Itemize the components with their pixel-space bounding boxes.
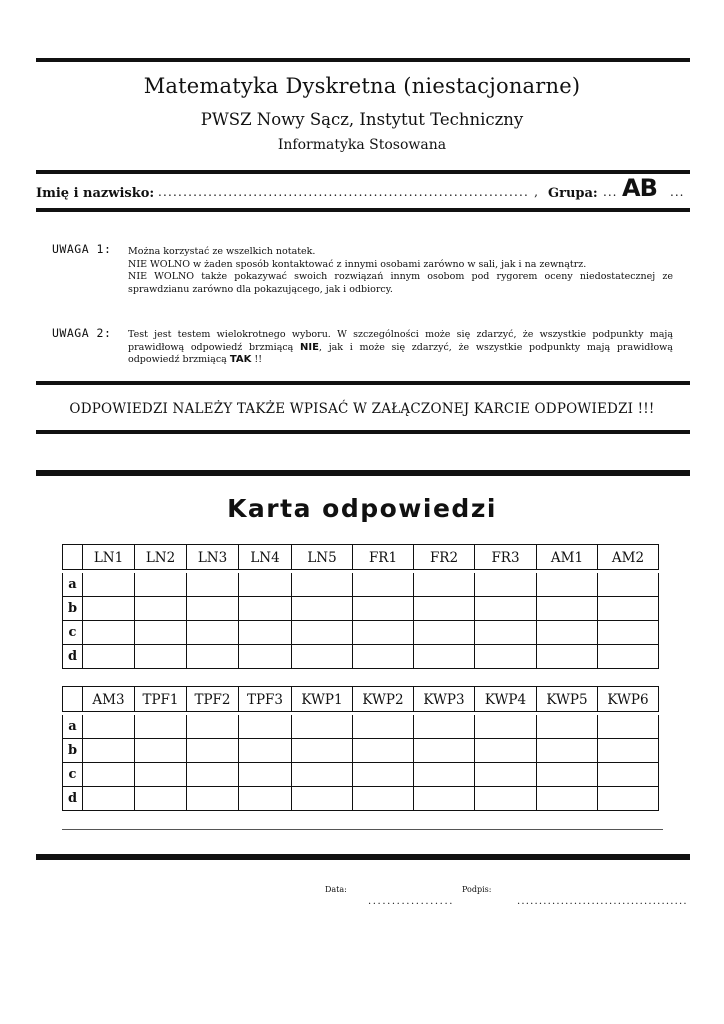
- answer-cell[interactable]: [414, 787, 475, 811]
- answer-cell[interactable]: [135, 787, 187, 811]
- table-row: [63, 739, 659, 763]
- answer-cell[interactable]: [598, 645, 659, 669]
- table-row: [63, 621, 659, 645]
- group-dots-after: ...: [670, 185, 685, 199]
- answer-cell[interactable]: [598, 572, 659, 597]
- column-header: FR3: [475, 545, 537, 572]
- answer-cell[interactable]: [292, 621, 353, 645]
- column-header: TPF2: [187, 687, 239, 714]
- answer-cell[interactable]: [475, 739, 537, 763]
- answer-cell[interactable]: [83, 714, 135, 739]
- answer-cell[interactable]: [353, 787, 414, 811]
- answer-cell[interactable]: [598, 739, 659, 763]
- answer-cell[interactable]: [187, 739, 239, 763]
- answer-cell[interactable]: [414, 714, 475, 739]
- answer-cell[interactable]: [537, 714, 598, 739]
- nie-emphasis: NIE: [300, 341, 319, 353]
- answer-cell[interactable]: [239, 572, 292, 597]
- note-2-text-between: , jak i może się zdarzyć, że wszystkie podpunkty mają prawidłową odpowiedź brzmiącą: [128, 341, 673, 365]
- answer-cell[interactable]: [414, 572, 475, 597]
- answer-cell[interactable]: [353, 714, 414, 739]
- answer-cell[interactable]: [83, 739, 135, 763]
- column-header: AM3: [83, 687, 135, 714]
- table-row: [63, 763, 659, 787]
- note-2-text-before: Test jest testem wielokrotnego wyboru. W szczególności może się zdarzyć, że wszystkie podpunkty mają prawidłową odpowiedź brzmiącą: [128, 329, 673, 353]
- answer-cell[interactable]: [537, 763, 598, 787]
- row-label: b: [63, 597, 83, 621]
- top-rule: [36, 58, 690, 62]
- note-1-line-3: NIE WOLNO także pokazywać swoich rozwiązań innym osobom pod rygorem oceny niedostatecznej ze sprawdzianu zarówno dla pokazującego, jak i odbiorcy.: [128, 271, 673, 295]
- answer-cell[interactable]: [537, 572, 598, 597]
- answer-cell[interactable]: [598, 787, 659, 811]
- answer-cell[interactable]: [83, 763, 135, 787]
- answer-cell[interactable]: [135, 572, 187, 597]
- answer-cell[interactable]: [292, 572, 353, 597]
- signature-label: Podpis:: [462, 885, 492, 894]
- answer-cell[interactable]: [475, 597, 537, 621]
- date-field[interactable]: ..................: [368, 896, 455, 907]
- column-header: LN4: [239, 545, 292, 572]
- row-label: a: [63, 572, 83, 597]
- answer-cell[interactable]: [187, 621, 239, 645]
- answer-cell[interactable]: [239, 597, 292, 621]
- answer-cell[interactable]: [414, 645, 475, 669]
- answer-cell[interactable]: [353, 739, 414, 763]
- table-row: [63, 645, 659, 669]
- answer-cell[interactable]: [83, 621, 135, 645]
- card-separator: [62, 829, 663, 830]
- answer-cell[interactable]: [187, 645, 239, 669]
- answer-cell[interactable]: [187, 714, 239, 739]
- answer-cell[interactable]: [239, 787, 292, 811]
- card-rule-bottom: [36, 854, 690, 860]
- answer-cell[interactable]: [475, 714, 537, 739]
- answer-cell[interactable]: [292, 645, 353, 669]
- note-2-label: UWAGA 2:: [52, 326, 112, 340]
- tak-emphasis: TAK: [229, 354, 252, 365]
- answer-cell[interactable]: [239, 763, 292, 787]
- table-corner: [63, 545, 83, 572]
- table-header-row: [63, 545, 659, 572]
- answer-cell[interactable]: [239, 645, 292, 669]
- answer-cell[interactable]: [187, 597, 239, 621]
- answer-cell[interactable]: [292, 739, 353, 763]
- row-label: c: [63, 621, 83, 645]
- page-title: Matematyka Dyskretna (niestacjonarne): [143, 74, 581, 98]
- column-header: TPF1: [135, 687, 187, 714]
- table-row: [63, 714, 659, 739]
- table-row: [63, 572, 659, 597]
- answer-cell[interactable]: [537, 621, 598, 645]
- answer-cell[interactable]: [83, 645, 135, 669]
- program-name: Informatyka Stosowana: [277, 137, 447, 153]
- notes-rule-top: [36, 381, 690, 385]
- answer-cell[interactable]: [353, 572, 414, 597]
- row-label: d: [63, 787, 83, 811]
- column-header: AM1: [537, 545, 598, 572]
- column-header: TPF3: [239, 687, 292, 714]
- answer-cell[interactable]: [135, 597, 187, 621]
- answer-cell[interactable]: [414, 763, 475, 787]
- card-rule-top: [36, 470, 690, 476]
- row-label: a: [63, 714, 83, 739]
- answer-cell[interactable]: [135, 645, 187, 669]
- answer-cell[interactable]: [187, 787, 239, 811]
- answer-cell[interactable]: [135, 763, 187, 787]
- group-dots-before: ...: [603, 185, 618, 199]
- answer-cell[interactable]: [83, 787, 135, 811]
- answer-cell[interactable]: [353, 645, 414, 669]
- column-header: KWP5: [537, 687, 598, 714]
- answer-cell[interactable]: [414, 621, 475, 645]
- answer-table-1: [62, 544, 659, 669]
- table-row: [63, 597, 659, 621]
- answer-cell[interactable]: [537, 739, 598, 763]
- note-1-line-2: NIE WOLNO w żaden sposób kontaktować z innymi osobami zarówno w sali, jak i na zewnątrz.: [128, 258, 587, 270]
- answer-cell[interactable]: [537, 645, 598, 669]
- answer-table-2: [62, 686, 659, 811]
- column-header: FR1: [353, 545, 414, 572]
- answer-cell[interactable]: [83, 597, 135, 621]
- column-header: KWP3: [414, 687, 475, 714]
- answer-cell[interactable]: [598, 621, 659, 645]
- answer-cell[interactable]: [292, 714, 353, 739]
- column-header: LN5: [292, 545, 353, 572]
- note-1-line-1: Można korzystać ze wszelkich notatek.: [128, 246, 316, 257]
- answer-cell[interactable]: [475, 645, 537, 669]
- row-label: c: [63, 763, 83, 787]
- row-label: d: [63, 645, 83, 669]
- note-2-text: [128, 329, 673, 367]
- column-header: KWP4: [475, 687, 537, 714]
- note-1-label: UWAGA 1:: [52, 242, 112, 256]
- answer-cell[interactable]: [292, 763, 353, 787]
- answer-cell[interactable]: [239, 621, 292, 645]
- note-1-text: [128, 246, 673, 296]
- answer-cell[interactable]: [475, 787, 537, 811]
- answer-cell[interactable]: [475, 621, 537, 645]
- note-2-text-after: !!: [251, 354, 263, 365]
- answer-cell[interactable]: [292, 597, 353, 621]
- table-header-row: [63, 687, 659, 714]
- name-field[interactable]: .......................................................................... ,: [158, 185, 540, 199]
- answer-cell[interactable]: [292, 787, 353, 811]
- answer-cell[interactable]: [135, 621, 187, 645]
- answer-cell[interactable]: [537, 787, 598, 811]
- column-header: KWP6: [598, 687, 659, 714]
- column-header: LN2: [135, 545, 187, 572]
- date-label: Data:: [325, 885, 347, 894]
- important-notice: ODPOWIEDZI NALEŻY TAKŻE WPISAĆ W ZAŁĄCZONEJ KARCIE ODPOWIEDZI !!!: [69, 401, 655, 417]
- answer-cell[interactable]: [598, 714, 659, 739]
- table-row: [63, 787, 659, 811]
- answer-cell[interactable]: [475, 763, 537, 787]
- answer-cell[interactable]: [135, 714, 187, 739]
- institution-name: PWSZ Nowy Sącz, Instytut Techniczny: [200, 110, 524, 129]
- answer-cell[interactable]: [475, 572, 537, 597]
- answer-cell[interactable]: [598, 763, 659, 787]
- name-label: Imię i nazwisko:: [36, 186, 155, 201]
- column-header: LN3: [187, 545, 239, 572]
- column-header: FR2: [414, 545, 475, 572]
- answer-cell[interactable]: [239, 714, 292, 739]
- answer-cell[interactable]: [187, 763, 239, 787]
- column-header: AM2: [598, 545, 659, 572]
- column-header: KWP2: [353, 687, 414, 714]
- answer-cell[interactable]: [135, 739, 187, 763]
- answer-card-title: Karta odpowiedzi: [227, 494, 497, 523]
- answer-cell[interactable]: [187, 572, 239, 597]
- group-label: Grupa:: [548, 186, 598, 201]
- notes-rule-bottom: [36, 430, 690, 434]
- answer-cell[interactable]: [353, 763, 414, 787]
- column-header: LN1: [83, 545, 135, 572]
- header-rule: [36, 170, 690, 174]
- answer-cell[interactable]: [598, 597, 659, 621]
- signature-field[interactable]: .......................................: [517, 896, 688, 907]
- answer-cell[interactable]: [83, 572, 135, 597]
- table-corner: [63, 687, 83, 714]
- answer-cell[interactable]: [353, 597, 414, 621]
- answer-cell[interactable]: [353, 621, 414, 645]
- answer-cell[interactable]: [414, 597, 475, 621]
- group-value: AB: [622, 174, 657, 202]
- answer-cell[interactable]: [239, 739, 292, 763]
- name-rule: [36, 208, 690, 212]
- answer-cell[interactable]: [414, 739, 475, 763]
- answer-cell[interactable]: [537, 597, 598, 621]
- column-header: KWP1: [292, 687, 353, 714]
- row-label: b: [63, 739, 83, 763]
